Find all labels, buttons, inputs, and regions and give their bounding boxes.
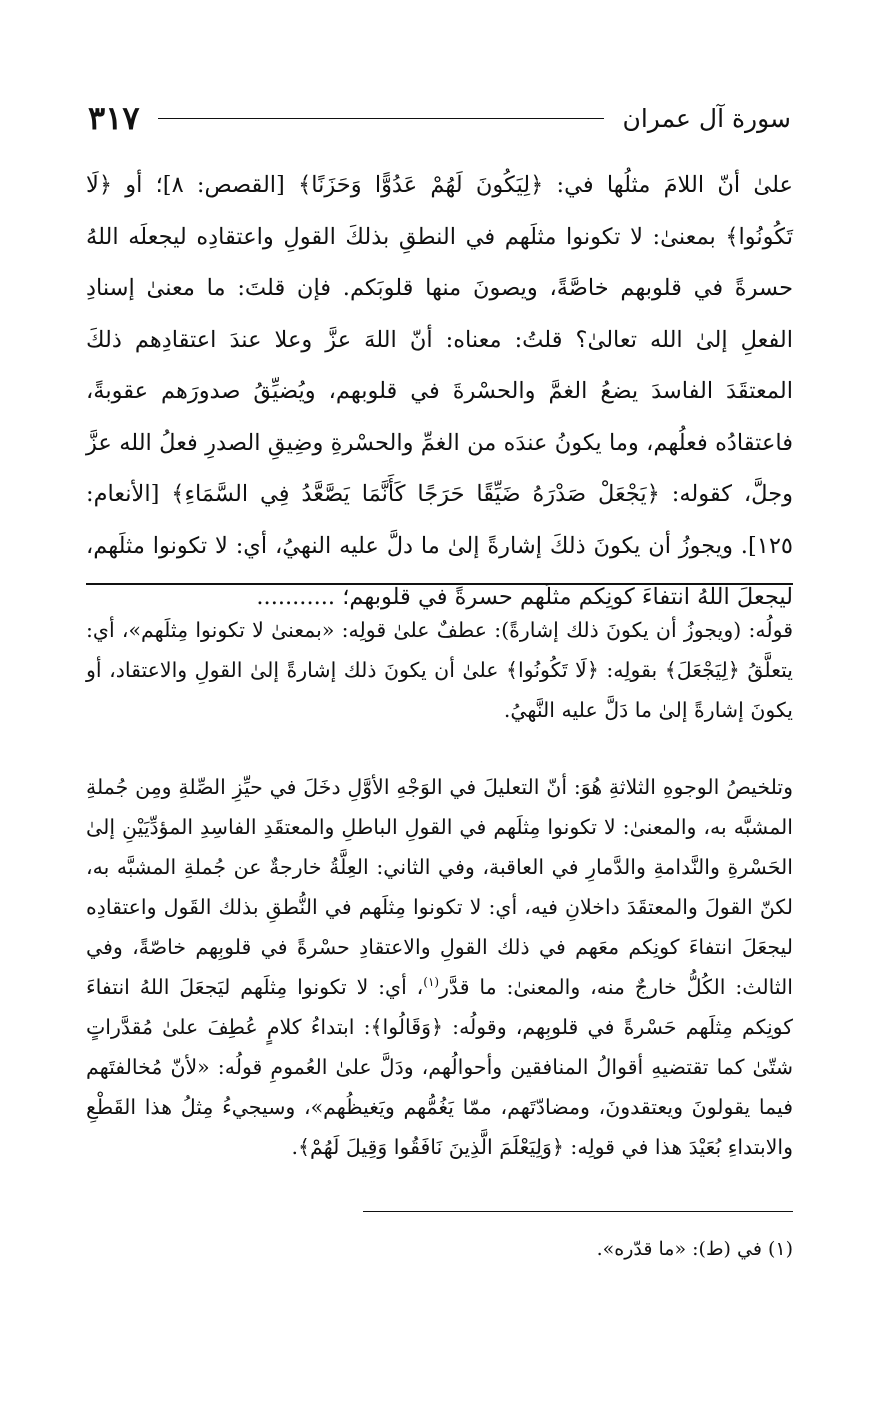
page-header [88,96,791,140]
commentary-block-2 [86,767,793,1167]
main-text-divider [86,583,793,585]
surah-title: سورة آل عمران [622,103,791,133]
commentary-block-1 [86,610,793,730]
commentary-paragraph-1: قولُه: (ويجوزُ أن يكونَ ذلك إشارةً): عطفٌ علىٰ قولِه: «بمعنىٰ لا تكونوا مِثلَهم»، أي: يتعلَّقُ ﴿لِيَجْعَلَ﴾ بقولِه: ﴿لَا تَكُونُوا﴾ علىٰ أن يكونَ ذلك إشارةً إلىٰ القولِ والاعتقاد، أو يكونَ إشارةً إلىٰ ما دَلَّ عليه النَّهيُ. [86,618,793,722]
commentary-paragraph-2 [86,767,793,1167]
page-number: ٣١٧ [88,99,140,137]
header-rule [158,118,605,119]
footnote-divider [363,1211,793,1212]
commentary-paragraph-2-text: وتلخيصُ الوجوهِ الثلاثةِ هُوَ: أنّ التعليلَ في الوَجْهِ الأوَّلِ دخَلَ في حيِّزِ الصِّلةِ ومِن جُملةِ المشبَّه به، والمعنىٰ: لا تكونوا مِثلَهم في القولِ الباطلِ والمعتقَدِ الفاسِدِ المؤدِّيَيْنِ إلىٰ الحَسْرةِ والنَّدامةِ والدَّمارِ في العاقبة، وفي الثاني: العِلَّةُ خارجةٌ عن جُملةِ المشبَّه به، لكنّ القولَ والمعتقَدَ داخلانِ فيه، أي: لا تكونوا مِثلَهم في النُّطقِ بذلك القَول واعتقادِه ليجعَلَ انتفاءَ كونِكم معَهم في ذلك القولِ والاعتقادِ حسْرةً في قلوبِهم خاصّةً، وفي الثالث: الكُلُّ خارجٌ منه، والمعنىٰ: ما قدَّر [86,775,793,999]
footnote-1: (١) في (ط): «ما قدّره». [596,1238,793,1260]
footnote-marker[interactable]: (١) [423,975,440,990]
main-paragraph: علىٰ أنّ اللامَ مثلُها في: ﴿لِيَكُونَ لَهُمْ عَدُوًّا وَحَزَنًا﴾ [القصص: ٨]؛ أو ﴿لَا تَكُونُوا﴾ بمعنىٰ: لا تكونوا مثلَهم في النطقِ بذلكَ القولِ واعتقادِه ليجعلَه اللهُ حسرةً في قلوبهم خاصَّةً، ويصونَ منها قلوبَكم. فإن قلتَ: ما معنىٰ إسنادِ الفعلِ إلىٰ الله تعالىٰ؟ قلتُ: معناه: أنّ اللهَ عزَّ وعلا عندَ اعتقادِهم ذلكَ المعتقَدَ الفاسدَ يضعُ الغمَّ والحسْرةَ في قلوبهم، ويُضيِّقُ صدورَهم عقوبةً، فاعتقادُه فعلُهم، وما يكونُ عندَه من الغمِّ والحسْرةِ وضِيقِ الصدرِ فعلُ الله عزَّ وجلَّ، كقوله: ﴿يَجْعَلْ صَدْرَهُ ضَيِّقًا حَرَجًا كَأَنَّمَا يَصَّعَّدُ فِي السَّمَاءِ﴾ [الأنعام: ١٢٥]. ويجوزُ أن يكونَ ذلكَ إشارةً إلىٰ ما دلَّ عليه النهيُ، أي: لا تكونوا مثلَهم، ليجعلَ اللهُ انتفاءَ كونِكم مثلَهم حسرةً في قلوبهم؛ ........... [86,172,793,610]
commentary-paragraph-2-continued: ، أي: لا تكونوا مِثلَهم ليَجعَلَ اللهُ انتفاءَ كونِكم مِثلَهم حَسْرةً في قلوبِهم، وقولُه: ﴿وَقَالُوا﴾: ابتداءُ كلامٍ عُطِفَ علىٰ مُقدَّراتٍ شتّىٰ كما تقتضيهِ أقوالُ المنافقين وأحوالُهم، ودَلَّ علىٰ العُمومِ قولُه: «لأنّ مُخالفتَهم فيما يقولونَ ويعتقدونَ، ومضادّتَهم، ممّا يَغُمُّهم ويَغيظُهم»، وسيجيءُ مِثلُ هذا القَطْعِ والابتداءِ بُعَيْدَ هذا في قولِه: ﴿وَلِيَعْلَمَ الَّذِينَ نَافَقُوا وَقِيلَ لَهُمْ﴾. [86,975,793,1159]
main-text [86,160,793,624]
